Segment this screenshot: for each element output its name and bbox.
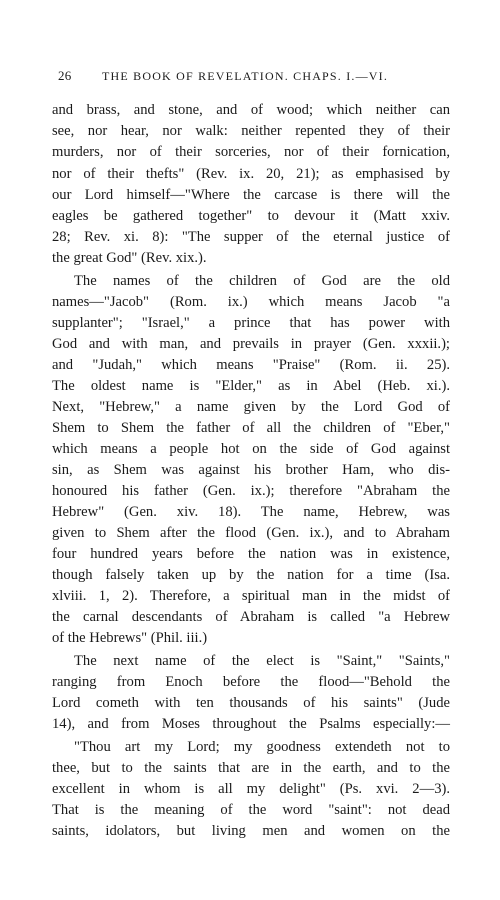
text-line: Shem to Shem the father of all the children of "Eber,": [52, 420, 450, 436]
text-line: The names of the children of God are the old: [74, 273, 450, 289]
text-line: the carnal descendants of Abraham is called "a Hebrew: [52, 609, 450, 625]
text-line: thee, but to the saints that are in the earth, and to the: [52, 760, 450, 776]
text-line: The next name of the elect is "Saint," "Saints,": [74, 653, 450, 669]
text-line: Lord cometh with ten thousands of his saints" (Jude: [52, 695, 450, 711]
text-line: eagles be gathered together" to devour it (Matt xxiv.: [52, 208, 450, 224]
text-line: "Thou art my Lord; my goodness extendeth not to: [74, 739, 450, 755]
text-line: ranging from Enoch before the flood—"Behold the: [52, 674, 450, 690]
text-line: honoured his father (Gen. ix.); therefore "Abraham the: [52, 483, 450, 499]
running-title: THE BOOK OF REVELATION. CHAPS. I.—VI.: [102, 69, 389, 83]
text-line: names—"Jacob" (Rom. ix.) which means Jacob "a: [52, 294, 450, 310]
text-line: given to Shem after the flood (Gen. ix.), and to Abraham: [52, 525, 450, 541]
text-line: murders, nor of their sorceries, nor of their fornication,: [52, 144, 450, 160]
text-line: Hebrew" (Gen. xiv. 18). The name, Hebrew, was: [52, 504, 450, 520]
text-line: and "Judah," which means "Praise" (Rom. ii. 25).: [52, 357, 450, 373]
text-line: excellent in whom is all my delight" (Ps. xvi. 2—3).: [52, 781, 450, 797]
text-line: nor of their thefts" (Rev. ix. 20, 21); as emphasised by: [52, 166, 450, 182]
text-line: four hundred years before the nation was in existence,: [52, 546, 450, 562]
text-line: saints, idolators, but living men and women on the: [52, 823, 450, 839]
text-line: 28; Rev. xi. 8): "The supper of the eternal justice of: [52, 229, 450, 245]
text-line: and brass, and stone, and of wood; which neither can: [52, 102, 450, 118]
text-line: xlviii. 1, 2). Therefore, a spiritual man in the midst of: [52, 588, 450, 604]
text-line: 14), and from Moses throughout the Psalms especially:—: [52, 716, 450, 732]
text-line: our Lord himself—"Where the carcase is there will the: [52, 187, 450, 203]
text-line: though falsely taken up by the nation for a time (Isa.: [52, 567, 450, 583]
text-line: see, nor hear, nor walk: neither repented they of their: [52, 123, 450, 139]
text-line: which means a people hot on the side of God against: [52, 441, 450, 457]
text-line: Next, "Hebrew," a name given by the Lord God of: [52, 399, 450, 415]
text-line: the great God" (Rev. xix.).: [52, 250, 207, 266]
text-line: sin, as Shem was against his brother Ham, who dis-: [52, 462, 450, 478]
text-line: supplanter"; "Israel," a prince that has power with: [52, 315, 450, 331]
text-line: God and with man, and prevails in prayer (Gen. xxxii.);: [52, 336, 450, 352]
text-line: That is the meaning of the word "saint": not dead: [52, 802, 450, 818]
page-header: [58, 68, 438, 90]
text-line: of the Hebrews" (Phil. iii.): [52, 630, 208, 646]
page-number: 26: [58, 68, 72, 83]
text-line: The oldest name is "Elder," as in Abel (Heb. xi.).: [52, 378, 450, 394]
